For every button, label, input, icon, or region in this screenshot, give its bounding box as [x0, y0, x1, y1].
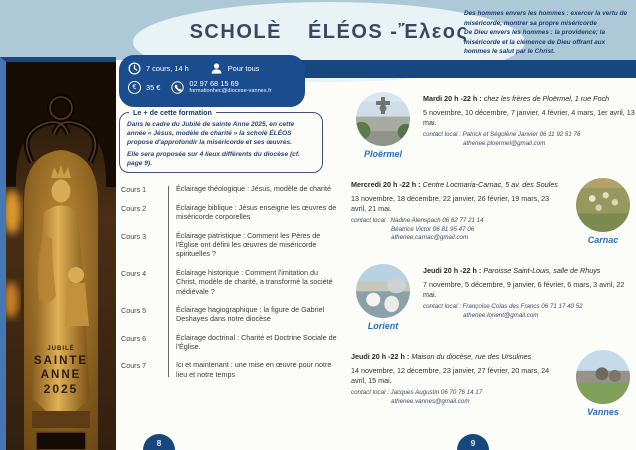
statue-photo: [0, 57, 116, 450]
overlay-line: 2025: [43, 382, 79, 397]
location-place: Paroisse Saint-Louis, salle de Rhuys: [483, 266, 601, 275]
location-entry: [351, 264, 635, 341]
location-heading: [423, 266, 635, 276]
location-name: Carnac: [587, 235, 619, 245]
course-row: [121, 203, 337, 222]
course-label: Cours 5: [121, 305, 147, 315]
price-label: 35 €: [146, 82, 161, 92]
overlay-line: JUBILÉ: [47, 346, 75, 352]
contact-line: athenee.carnac@gmail.com: [391, 234, 469, 242]
course-label: Cours 3: [121, 231, 147, 241]
overlay-line: SAINTE: [33, 354, 89, 367]
title-eleos: ÉLÉOS -Ἔλεος: [307, 21, 469, 43]
location-contact: [423, 303, 635, 320]
course-description: Ici et maintenant : une mise en œuvre pour notre lieu et notre temps: [176, 360, 332, 379]
quote-line: Des hommes envers les hommes : exercer la vertu de miséricorde, montrer sa propre miséricorde: [464, 10, 628, 27]
contact-line: contact local : Jacques Augustin 06 70 76 14 17: [351, 388, 483, 396]
location-heading: [351, 180, 563, 190]
euro-icon: €: [128, 81, 141, 94]
course-description: Éclairage hagiographique : la figure de Gabriel Deshayes dans notre diocèse: [176, 304, 325, 324]
page-number-right: 9: [457, 434, 489, 450]
location-schedule: Mardi 20 h -22 h :: [423, 94, 482, 103]
phone-number: 02 97 68 15 69: [189, 79, 239, 88]
overlay-line: ANNE: [40, 368, 82, 381]
quote-line: De Dieu envers les hommes : la providence; la miséricorde et la clémence de Dieu offrant aux hommes le salut par le Christ.: [464, 29, 606, 56]
location-photo: [356, 92, 410, 146]
location-details: [351, 350, 563, 427]
jubilee-overlay-text: [6, 346, 116, 397]
course-description: Éclairage historique : Comment l'imitation du Christ, modèle de charité, a transformé la société médiévale ?: [176, 267, 333, 296]
phone-icon: [171, 81, 184, 94]
plus-box-title: Le + de cette formation: [129, 108, 216, 117]
location-details: [423, 264, 635, 341]
page-number-left: 8: [143, 434, 175, 450]
contact-line: athenee.ploermel@gmail.com: [463, 139, 546, 147]
info-badge: [119, 55, 305, 107]
course-label: Cours 7: [121, 361, 147, 371]
contact-line: athenee.vannes@gmail.com: [391, 397, 470, 405]
location-dates: 13 novembre, 18 décembre, 22 janvier, 26 février, 19 mars, 23 avril, 21 mai.: [351, 193, 550, 213]
badge-row-bottom: [128, 79, 296, 95]
course-count-label: 7 cours, 14 h: [146, 64, 189, 73]
contact-line: contact local : Patrick et Ségolène Janvier 06 11 92 51 76: [423, 130, 581, 138]
location-photo-column: [571, 178, 635, 255]
location-photo-column: [571, 350, 635, 427]
audience-label: Pour tous: [227, 64, 260, 73]
course-label: Cours 1: [121, 185, 147, 194]
course-description: Éclairage patristique : Comment les Pères de l'Église ont défini les œuvres de miséricorde spirituelles ?: [176, 230, 321, 259]
person-icon: [210, 62, 223, 75]
location-schedule: Jeudi 20 h -22 h :: [351, 352, 410, 361]
location-place: Centre Locmaria-Carnac, 5 av. des Soules: [422, 180, 558, 189]
course-label: Cours 2: [121, 204, 147, 213]
location-details: [423, 92, 635, 169]
plus-box: [119, 108, 323, 173]
location-contact: [423, 131, 635, 148]
clock-icon: [128, 62, 141, 75]
location-heading: [423, 94, 635, 104]
location-place: chez les frères de Ploërmel, 1 rue Foch: [483, 94, 610, 103]
course-description: Éclairage biblique : Jésus enseigne les œuvres de miséricorde corporelles: [176, 203, 337, 222]
contact-line: Béatrice Victor 06 81 95 47 06: [391, 225, 475, 233]
course-row: [121, 184, 337, 194]
location-heading: [351, 352, 563, 362]
location-place: Maison du diocèse, rue des Ursulines: [411, 352, 532, 361]
location-entry: [351, 350, 635, 427]
location-list: [351, 92, 635, 427]
contact-line: contact local : Françoise Colas des Francs 06 71 17 40 52: [423, 302, 583, 310]
course-description: Éclairage doctrinal : Charité et Doctrine Sociale de l'Église.: [176, 332, 337, 351]
course-row: [121, 268, 337, 296]
course-row: [121, 305, 337, 324]
location-dates: 5 novembre, 10 décembre, 7 janvier, 4 février, 4 mars, 1er avril, 13 mai.: [423, 107, 635, 127]
location-photo: [576, 350, 630, 404]
location-photo-column: [351, 92, 415, 169]
location-photo-column: [351, 264, 415, 341]
location-entry: [351, 92, 635, 169]
location-schedule: Mercredi 20 h -22 h :: [351, 180, 421, 189]
location-dates: 14 novembre, 12 décembre, 23 janvier, 27 février, 20 mars, 24 avril, 15 mai.: [351, 365, 550, 385]
location-name: Lorient: [367, 321, 399, 331]
course-list: [121, 184, 337, 379]
contact-email: formationhec@diocese-vannes.fr: [189, 88, 272, 95]
location-photo: [356, 264, 410, 318]
location-dates: 7 novembre, 5 décembre, 9 janvier, 6 février, 6 mars, 3 avril, 22 mai.: [423, 279, 625, 299]
location-entry: [351, 178, 635, 255]
location-name: Ploërmel: [363, 149, 403, 159]
plus-box-body: Dans le cadre du Jubilé de sainte Anne 2025, en cette année « Jésus, modèle de charité » la scholè ÉLÉOS propose d'approfondir la miséricorde et ses œuvres.: [127, 121, 295, 147]
location-contact: [351, 217, 563, 243]
location-name: Vannes: [587, 407, 619, 417]
contact-line: contact local : Nadine Alenspach 06 62 77 21 14: [351, 216, 484, 224]
course-row: [121, 231, 337, 259]
location-photo: [576, 178, 630, 232]
title-schole: SCHOLÈ: [189, 21, 282, 43]
contact-line: athenee.lorient@gmail.com: [463, 311, 539, 319]
course-label: Cours 4: [121, 268, 147, 278]
location-schedule: Jeudi 20 h -22 h :: [423, 266, 482, 275]
plus-box-footer: Elle sera proposée sur 4 lieux différents du diocèse (cf. page 9).: [127, 150, 300, 167]
location-contact: [351, 389, 563, 406]
mercy-quote: [464, 9, 632, 57]
badge-row-top: [128, 62, 296, 75]
course-description: Éclairage théologique : Jésus, modèle de charité: [176, 184, 332, 193]
location-details: [351, 178, 563, 255]
course-row: [121, 360, 337, 379]
course-label: Cours 6: [121, 333, 147, 343]
course-row: [121, 333, 337, 352]
